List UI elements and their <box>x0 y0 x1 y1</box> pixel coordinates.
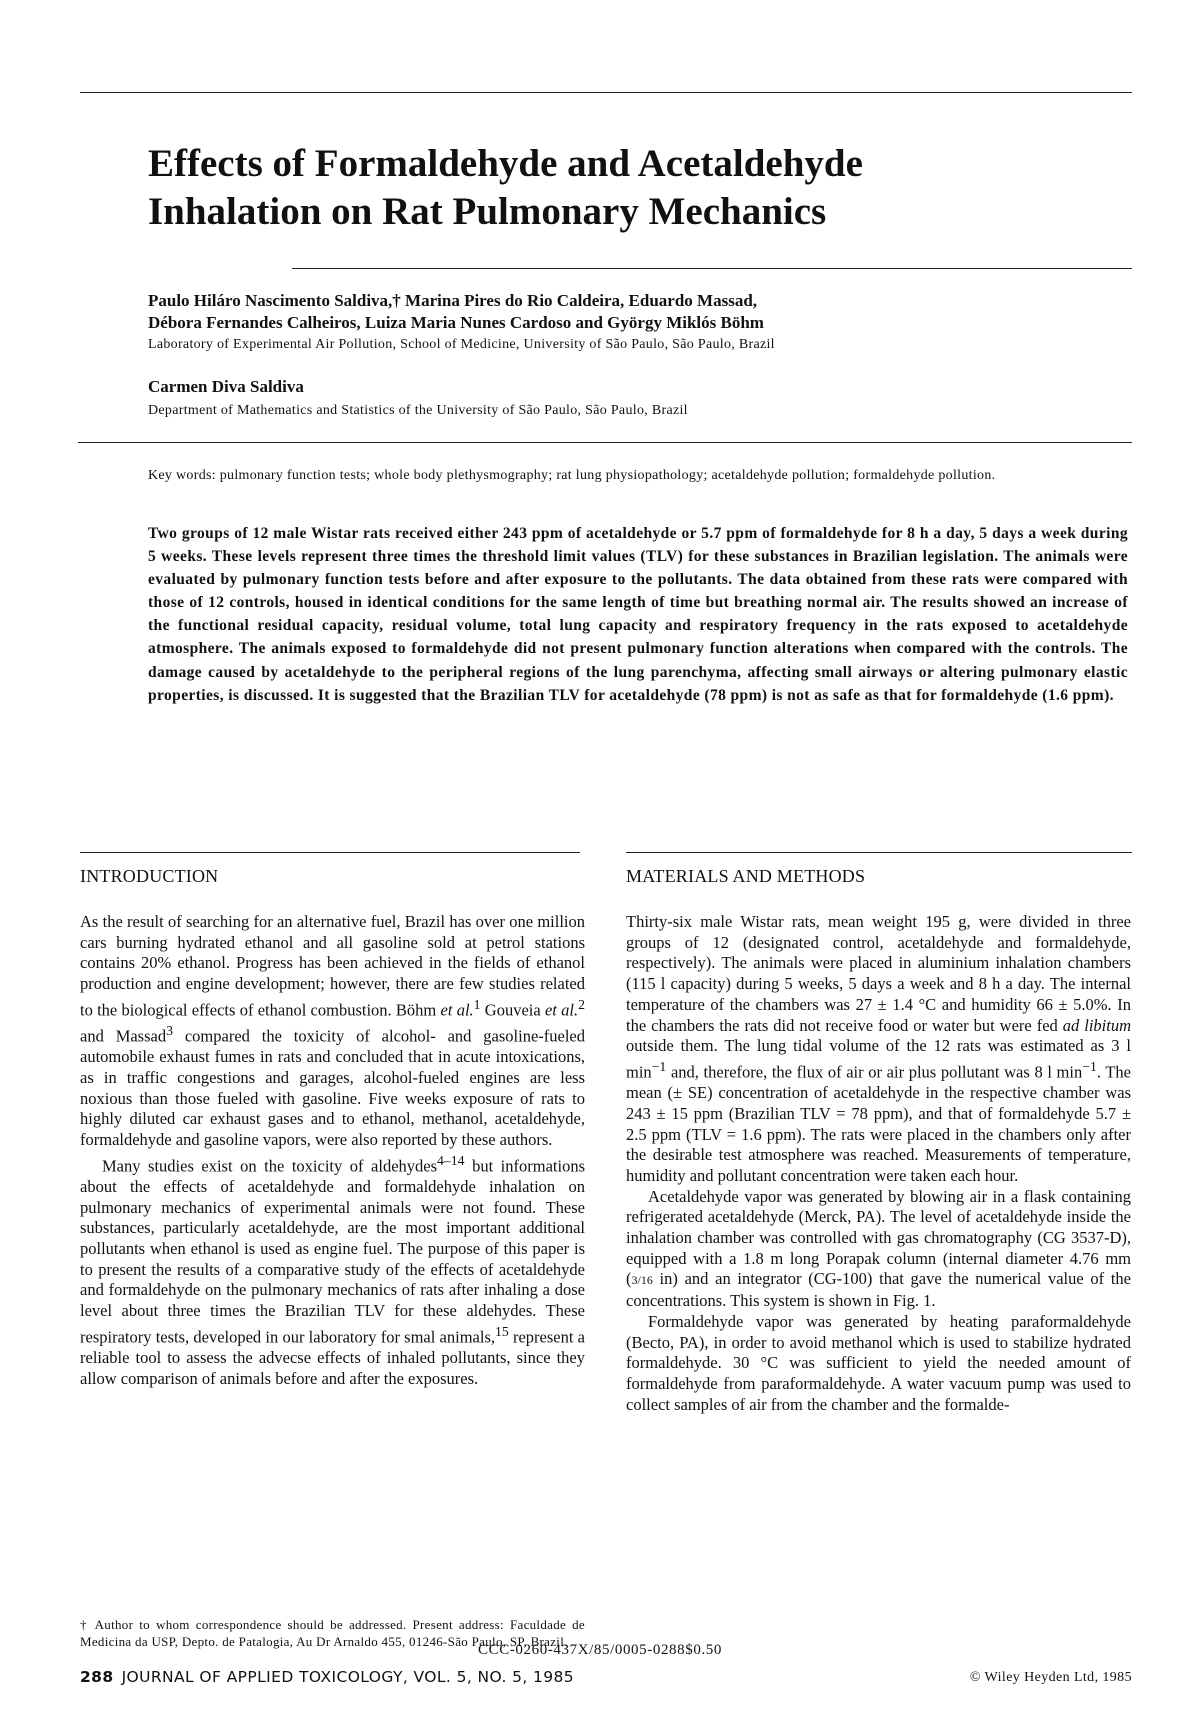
title-line-2: Inhalation on Rat Pulmonary Mechanics <box>148 190 827 233</box>
authors-line-1: Paulo Hiláro Nascimento Saldiva,† Marina Pires do Rio Caldeira, Eduardo Massad, <box>148 291 758 310</box>
introduction-paragraph-2: Many studies exist on the toxicity of aldehydes$^{4-14}$ but informations about the effects of acetaldehyde and formaldehyde inhalation on pulmonary mechanics of experimental animals were not found. These substances, particularly acetaldehyde, are the most important additional pollutants when ethanol is used as engine fuel. The purpose of this paper is to present the results of a comparative study of the effects of acetaldehyde and formaldehyde on the pulmonary mechanics of rats after inhaling a dose level about three times the Brazilian TLV for these aldehydes. These respiratory tests, developed in our laboratory for smal animals,$^{15}$ represent a reliable tool to assess the advecse effects of inhaled pollutants, since they allow comparison of animals before and after the exposures. <box>80 1152 586 1388</box>
methods-paragraph-3: Formaldehyde vapor was generated by heating paraformaldehyde (Becto, PA), in order to avoid methanol which is used to stabilize hydrated formaldehyde. 30 °C was sufficient to yield the needed amount of formaldehyde from paraformaldehyde. A water vacuum pump was used to collect samples of air from the chamber and the formalde- <box>626 1311 1131 1414</box>
authors-line-2: Débora Fernandes Calheiros, Luiza Maria Nunes Cardoso and György Miklós Böhm <box>148 313 764 332</box>
methods-heading: MATERIALS AND METHODS <box>626 866 866 886</box>
affiliation-1: Laboratory of Experimental Air Pollution, School of Medicine, University of São Paulo, São Paulo, Brazil <box>148 337 775 352</box>
introduction-column <box>80 912 585 1389</box>
affiliation-2: Department of Mathematics and Statistics of the University of São Paulo, São Paulo, Brazil <box>148 403 688 418</box>
page-number: 288 <box>80 1668 114 1686</box>
title-line-1: Effects of Formaldehyde and Acetaldehyde <box>148 142 863 185</box>
page-title <box>148 140 1128 236</box>
keywords: Key words: pulmonary function tests; whole body plethysmography; rat lung physiopathology; acetaldehyde pollution; formaldehyde pollution. <box>148 468 996 483</box>
author-footnote: † Author to whom correspondence should be addressed. Present address: Faculdade de Medicina da USP, Depto. de Patalogia, Au Dr Arnaldo 455, 01246-São Paulo, SP, Brazil. <box>80 1617 585 1649</box>
abstract: Two groups of 12 male Wistar rats received either 243 ppm of acetaldehyde or 5.7 ppm of formaldehyde for 8 h a day, 5 days a week during 5 weeks. These levels represent three times the threshold limit values (TLV) for these substances in Brazilian legislation. The animals were evaluated by pulmonary function tests before and after exposure to the pollutants. The data obtained from these rats were compared with those of 12 controls, housed in identical conditions for the same length of time but breathing normal air. The results showed an increase of the functional residual capacity, residual volume, total lung capacity and respiratory frequency in the rats exposed to acetaldehyde atmosphere. The animals exposed to formaldehyde did not present pulmonary function alterations when compared with the controls. The damage caused by acetaldehyde to the peripheral regions of the lung parenchyma, affecting small airways or altering pulmonary elastic properties, is discussed. It is suggested that the Brazilian TLV for acetaldehyde (78 ppm) is not as safe as that for formaldehyde (1.6 ppm). <box>148 525 1128 704</box>
header-rule <box>78 442 1132 443</box>
methods-paragraph-1: Thirty-six male Wistar rats, mean weight 195 g, were divided in three groups of 12 (designated control, acetaldehyde and formaldehyde, respectively). The animals were placed in aluminium inhalation chambers (115 l capacity) during 5 weeks, 5 days a week and 8 h a day. The internal temperature of the chambers was 27 ± 1.4 °C and humidity 66 ± 5.0%. In the chambers the rats did not receive food or water but were fed ad libitum outside them. The lung tidal volume of the 12 rats was estimated as 3 l $\min^{-1}$ and, therefore, the flux of air or air plus pollutant was 8 l $\min^{-1}$. The mean (± SE) concentration of acetaldehyde in the respective chamber was 243 ± 15 ppm (Brazilian TLV = 78 ppm), and that of formaldehyde 5.7 ± 2.5 ppm (TLV = 1.6 ppm). The rats were placed in the chambers only after the desirable test atmosphere was reached. Measurements of temperature, humidity and pollutant concentration were taken each hour. <box>626 912 1131 1185</box>
introduction-heading: INTRODUCTION <box>80 866 219 886</box>
intro-rule <box>80 852 580 853</box>
introduction-paragraph-1: As the result of searching for an alternative fuel, Brazil has over one million cars burning hydrated ethanol and all gasoline sold at petrol stations contains 20% ethanol. Progress has been achieved in the fields of ethanol production and engine development; however, there are few studies related to the biological effects of ethanol combustion. Böhm et al.$^1$ Gouveia et al.$^2$ and Massad$^3$ compared the toxicity of alcohol- and gasoline-fueled automobile exhaust fumes in rats and concluded that in acute intoxications, as in traffic congestions and garages, alcohol-fueled engines are less noxious than those fueled with gasoline. Five weeks exposure of rats to highly diluted car exhaust gases and to ethanol, methanol, acetaldehyde, formaldehyde and gasoline vapors, were also reported by these authors. <box>80 912 586 1150</box>
methods-column <box>626 912 1131 1415</box>
methods-paragraph-2: Acetaldehyde vapor was generated by blowing air in a flask containing refrigerated acetaldehyde (Merck, PA). The level of acetaldehyde inside the inhalation chamber was controlled with gas chromatography (CG 3537-D), equipped with a 1.8 m long Porapak column (internal diameter 4.76 mm (3/16 in) and an integrator (CG-100) that gave the numerical value of the concentrations. This system is shown in Fig. 1. <box>626 1186 1131 1311</box>
title-rule <box>292 268 1132 269</box>
methods-rule <box>626 852 1132 853</box>
copyright: © Wiley Heyden Ltd, 1985 <box>969 1670 1132 1685</box>
article-code: CCC-0260-437X/85/0005-0288$0.50 <box>477 1642 723 1658</box>
author-2: Carmen Diva Saldiva <box>148 377 304 396</box>
journal-footer <box>80 1668 574 1686</box>
journal-name: JOURNAL OF APPLIED TOXICOLOGY, VOL. 5, NO. 5, 1985 <box>121 1668 575 1686</box>
author-list <box>148 290 1128 334</box>
top-rule <box>80 92 1132 93</box>
